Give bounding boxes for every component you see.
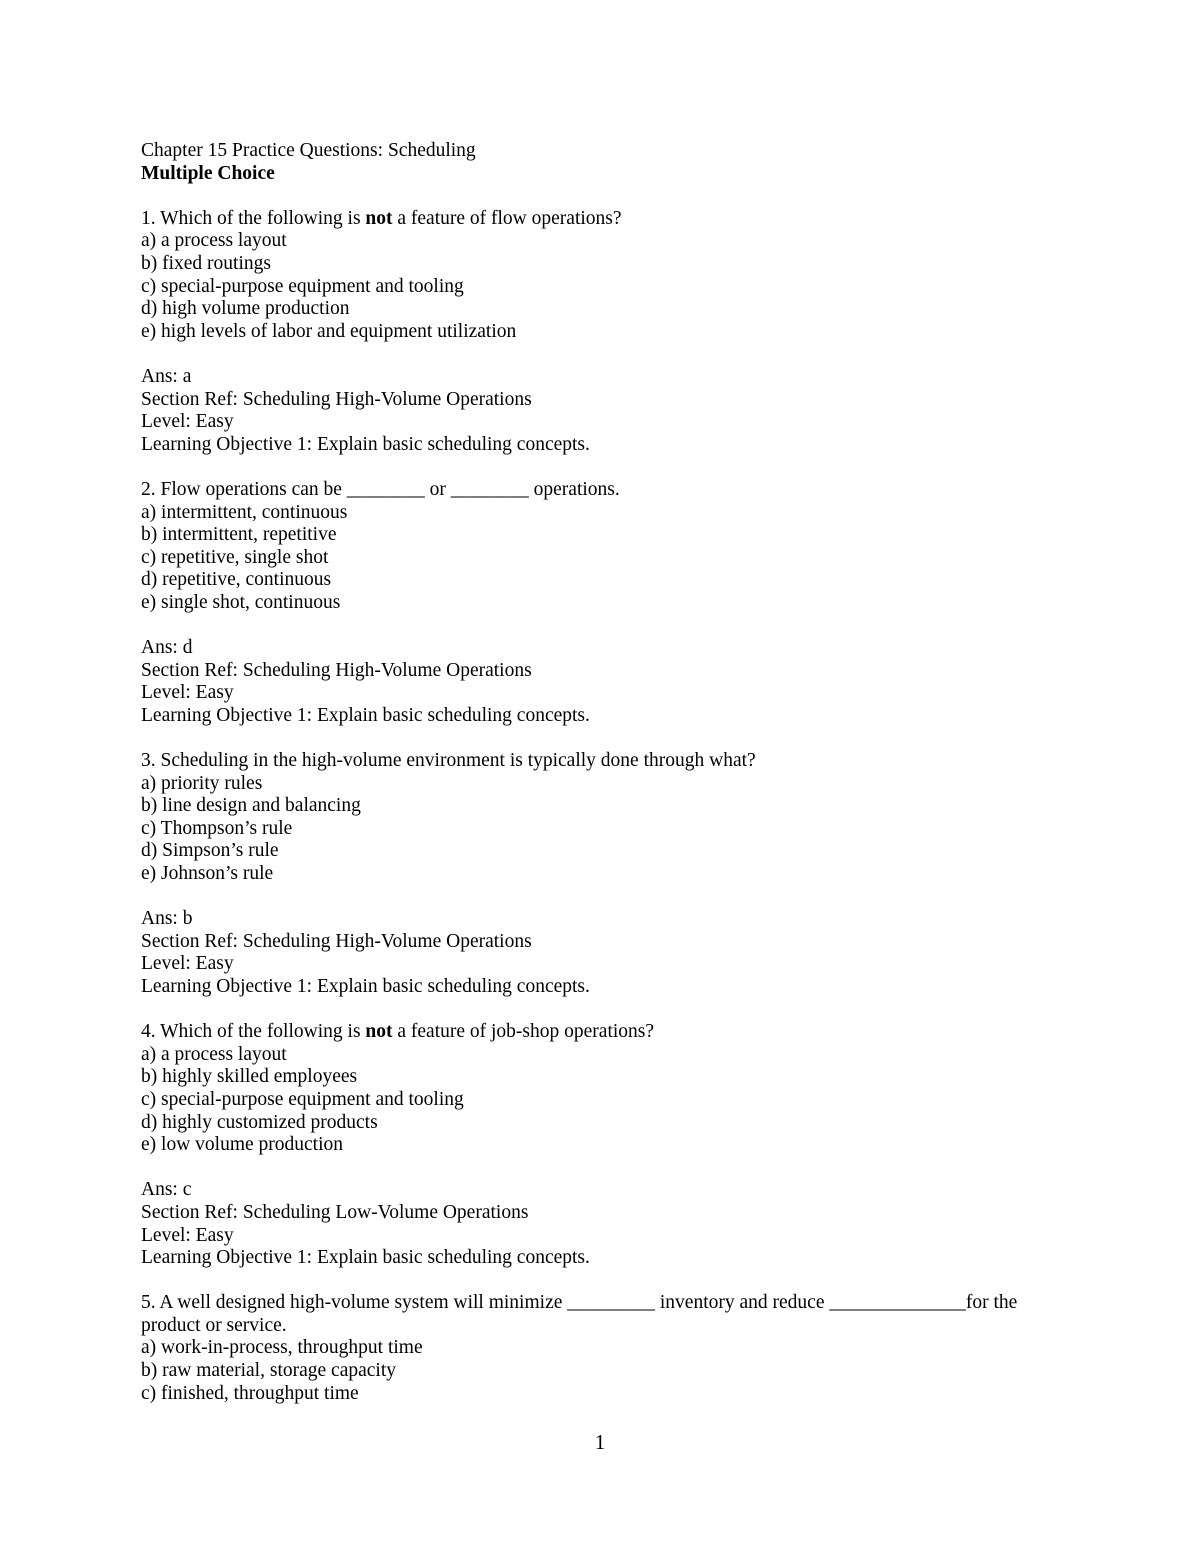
question-5-option-a: a) work-in-process, throughput time	[141, 1337, 423, 1359]
question-4-option-c: c) special-purpose equipment and tooling	[141, 1088, 464, 1110]
question-2-objective: Learning Objective 1: Explain basic scheduling concepts.	[141, 704, 590, 726]
section-heading: Multiple Choice	[141, 162, 275, 184]
question-3-stem: 3. Scheduling in the high-volume environment is typically done through what?	[141, 750, 756, 772]
question-1-option-c: c) special-purpose equipment and tooling	[141, 275, 464, 297]
question-2-answer: Ans: d	[141, 637, 193, 659]
question-1-section-ref: Section Ref: Scheduling High-Volume Operations	[141, 388, 532, 410]
question-5-stem-line-1: 5. A well designed high-volume system will minimize _________ inventory and reduce ______________for the	[141, 1292, 1018, 1314]
spacer	[141, 886, 1061, 909]
question-4-option-a: a) a process layout	[141, 1043, 287, 1065]
question-3-option-b: b) line design and balancing	[141, 795, 361, 817]
question-3-level: Level: Easy	[141, 953, 234, 975]
question-3-option-d: d) Simpson’s rule	[141, 840, 279, 862]
question-4-option-d: d) highly customized products	[141, 1111, 378, 1133]
question-1-option-a: a) a process layout	[141, 230, 287, 252]
question-4-answer: Ans: c	[141, 1179, 192, 1201]
question-1-stem-start: 1. Which of the following is	[141, 207, 366, 229]
question-4-option-e: e) low volume production	[141, 1134, 343, 1156]
question-2-level: Level: Easy	[141, 682, 234, 704]
spacer	[141, 999, 1061, 1022]
document-page	[141, 140, 1061, 1405]
question-3-objective: Learning Objective 1: Explain basic scheduling concepts.	[141, 975, 590, 997]
question-4-section-ref: Section Ref: Scheduling Low-Volume Operations	[141, 1201, 529, 1223]
page-number: 1	[594, 1430, 606, 1454]
question-3-option-a: a) priority rules	[141, 772, 263, 794]
spacer	[141, 727, 1061, 750]
question-5-stem-line-2: product or service.	[141, 1314, 287, 1336]
question-1-stem-end: a feature of flow operations?	[392, 207, 622, 229]
question-3-answer: Ans: b	[141, 908, 193, 930]
question-3-section-ref: Section Ref: Scheduling High-Volume Operations	[141, 930, 532, 952]
question-4-option-b: b) highly skilled employees	[141, 1066, 358, 1088]
question-1-answer: Ans: a	[141, 365, 192, 387]
question-2-section-ref: Section Ref: Scheduling High-Volume Operations	[141, 659, 532, 681]
question-2-option-b: b) intermittent, repetitive	[141, 524, 337, 546]
question-1-option-e: e) high levels of labor and equipment utilization	[141, 320, 517, 342]
question-1-stem	[141, 208, 1061, 231]
question-4-objective: Learning Objective 1: Explain basic scheduling concepts.	[141, 1247, 590, 1269]
question-2-stem: 2. Flow operations can be ________ or ________ operations.	[141, 478, 620, 500]
question-2-option-e: e) single shot, continuous	[141, 591, 341, 613]
question-5-option-c: c) finished, throughput time	[141, 1382, 359, 1404]
question-4-stem	[141, 1021, 1061, 1044]
spacer	[141, 614, 1061, 637]
question-2-option-c: c) repetitive, single shot	[141, 546, 329, 568]
question-1-stem-emphasis: not	[365, 207, 393, 229]
question-2-option-d: d) repetitive, continuous	[141, 569, 332, 591]
spacer	[141, 185, 1061, 208]
question-2-option-a: a) intermittent, continuous	[141, 501, 348, 523]
question-1-option-b: b) fixed routings	[141, 252, 271, 274]
question-4-stem-emphasis: not	[365, 1021, 393, 1043]
question-3-option-e: e) Johnson’s rule	[141, 863, 274, 884]
document-title: Chapter 15 Practice Questions: Scheduling	[141, 140, 476, 161]
spacer	[141, 1270, 1061, 1293]
spacer	[141, 343, 1061, 366]
question-1-option-d: d) high volume production	[141, 298, 350, 320]
question-4-level: Level: Easy	[141, 1224, 234, 1246]
spacer	[141, 1157, 1061, 1180]
question-4-stem-start: 4. Which of the following is	[141, 1021, 366, 1043]
question-1-objective: Learning Objective 1: Explain basic scheduling concepts.	[141, 433, 590, 455]
spacer	[141, 456, 1061, 479]
question-4-stem-end: a feature of job-shop operations?	[392, 1021, 655, 1043]
question-1-level: Level: Easy	[141, 411, 234, 433]
question-3-option-c: c) Thompson’s rule	[141, 817, 293, 839]
question-5-option-b: b) raw material, storage capacity	[141, 1360, 396, 1382]
